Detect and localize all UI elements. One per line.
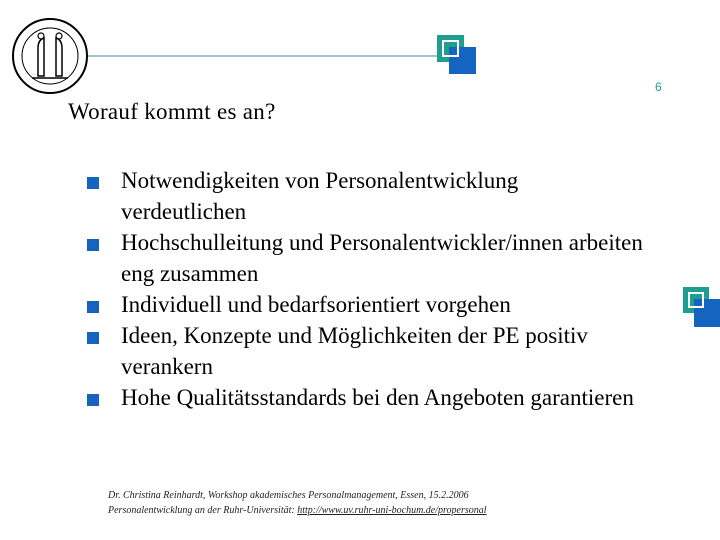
list-item: Individuell und bedarfsorientiert vorgehen <box>87 289 647 320</box>
decor-squares-top <box>437 35 477 75</box>
slide-title: Worauf kommt es an? <box>68 99 276 124</box>
propersonal-link[interactable]: http://www.uv.ruhr-uni-bochum.de/propersonal <box>297 505 487 516</box>
list-item: Hochschulleitung und Personalentwickler/innen arbeiten eng zusammen <box>87 227 647 289</box>
slide-number: 6 <box>655 80 662 94</box>
footer-author-line: Dr. Christina Reinhardt, Workshop akademisches Personalmanagement, Essen, 15.2.2006 <box>108 490 469 501</box>
bullet-list <box>87 165 647 413</box>
bullet-square-icon <box>87 394 99 406</box>
footer-link-line: Personalentwicklung an der Ruhr-Universität: http://www.uv.ruhr-uni-bochum.de/propersonal <box>108 505 487 516</box>
list-item: Notwendigkeiten von Personalentwicklung verdeutlichen <box>87 165 647 227</box>
bullet-square-icon <box>87 332 99 344</box>
footer-citation <box>108 488 608 518</box>
decor-squares-right <box>683 287 720 327</box>
header-rule <box>88 55 474 57</box>
list-item: Ideen, Konzepte und Möglichkeiten der PE positiv verankern <box>87 320 647 382</box>
bullet-square-icon <box>87 301 99 313</box>
list-item: Hohe Qualitätsstandards bei den Angeboten garantieren <box>87 382 647 413</box>
university-seal-logo <box>10 16 90 96</box>
bullet-square-icon <box>87 239 99 251</box>
bullet-square-icon <box>87 177 99 189</box>
